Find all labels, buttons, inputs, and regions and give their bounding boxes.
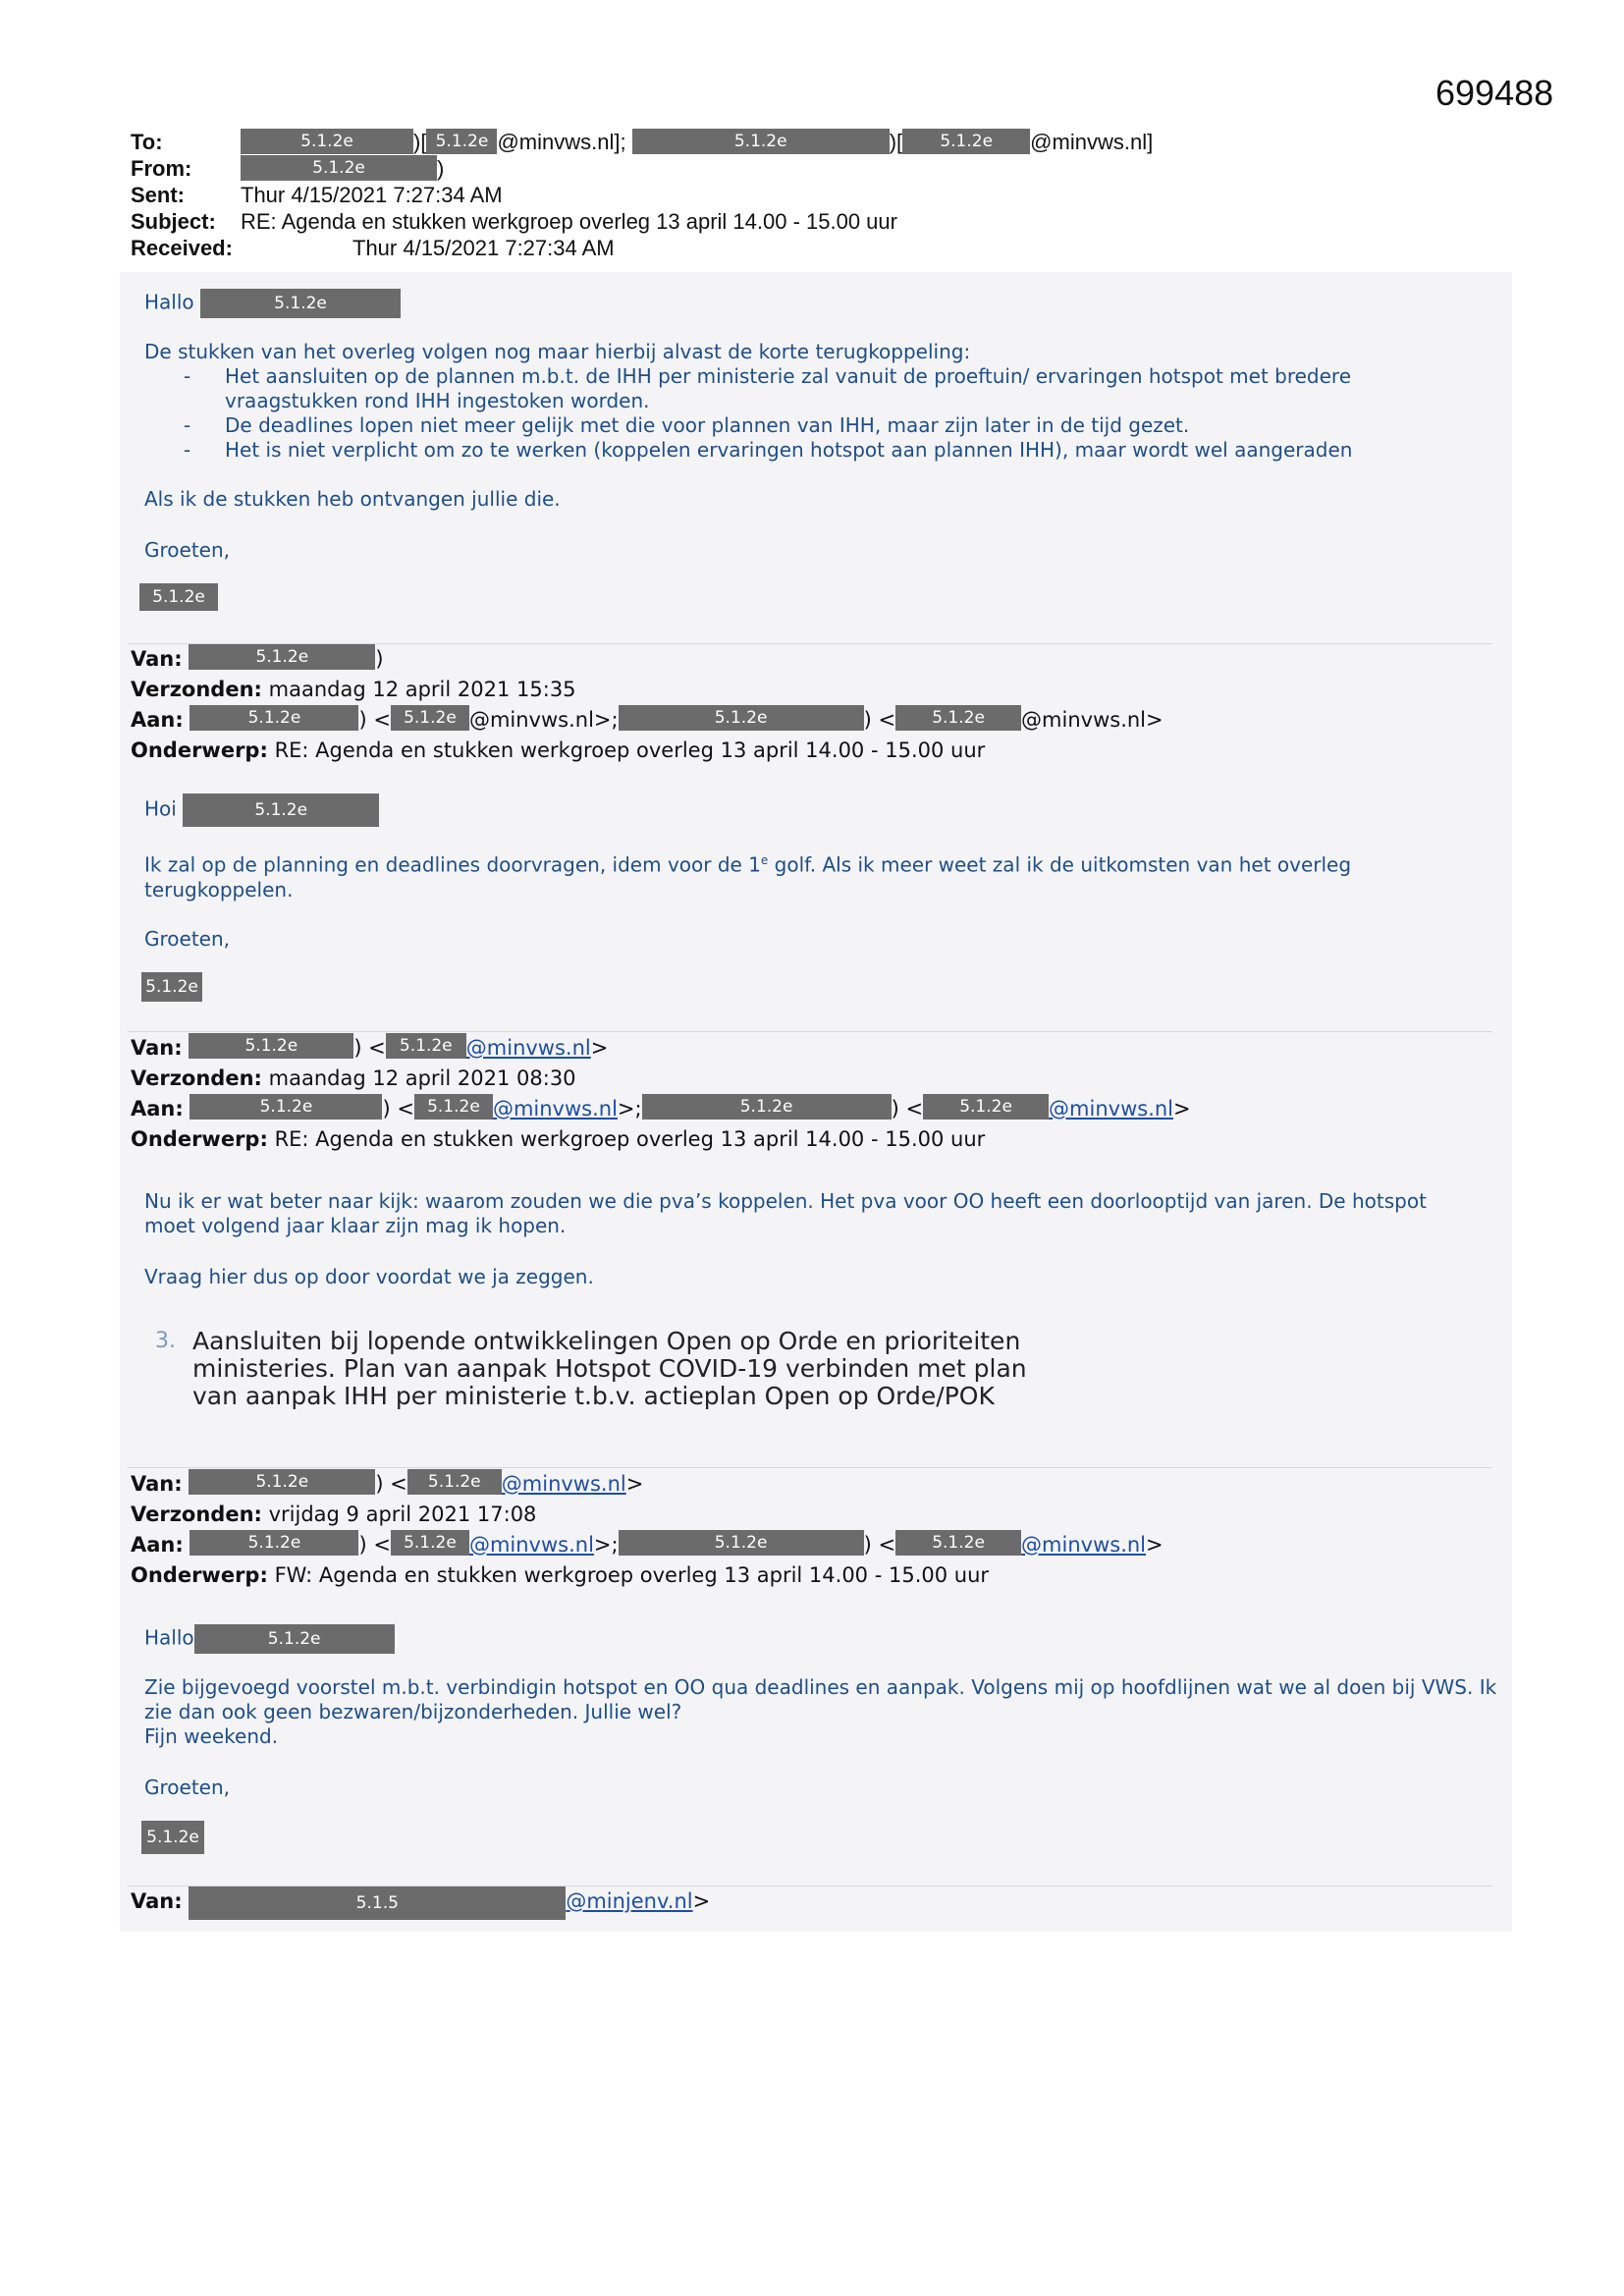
received-label: Received: xyxy=(131,236,233,260)
message-3: Nu ik er wat beter naar kijk: waarom zouden we die pva’s koppelen. Het pva voor OO heeft een doorlooptijd van jaren. De hotspot moet volgend jaar klaar zijn mag ik hopen. Vraag hier dus op door voordat we ja zeggen. xyxy=(144,1189,1460,1289)
email-link[interactable]: @minjenv.nl xyxy=(566,1889,693,1913)
message-4: Hallo 5.1.2e Zie bijgevoegd voorstel m.b.t. verbindigin hotspot en OO qua deadlines en aanpak. Volgens mij op hoofdlijnen wat we al doen bij VWS. Ik zie dan ook geen bezwaren/bijzonderheden. Jullie wel? Fijn weekend. Groeten, 5.1.2e xyxy=(144,1624,1499,1854)
redaction: 5.1.2e xyxy=(189,1033,353,1059)
bullet-item: - Het aansluiten op de plannen m.b.t. de IHH per ministerie zal vanuit de proeftuin/ ervaringen hotspot met bredere vraagstukken rond IHH ingestoken worden. xyxy=(184,364,1352,412)
email-link[interactable]: @minvws.nl xyxy=(501,1472,626,1496)
redaction: 5.1.2e xyxy=(183,793,379,827)
document-id: 699488 xyxy=(1435,73,1554,113)
bullet-item: - Het is niet verplicht om zo te werken (koppelen ervaringen hotspot aan plannen IHH), maar wordt wel aangeraden xyxy=(184,438,1353,462)
received-value: Thur 4/15/2021 7:27:34 AM xyxy=(352,236,615,260)
forward-header-3: Van: 5.1.2e ) < 5.1.2e @minvws.nl> Verzonden: maandag 12 april 2021 08:30 Aan: 5.1.2e ) < 5.1.2e @minvws.nl>; 5.1.2e ) < 5.1.2e @minvws.nl> Onderwerp: RE: Agenda en stukken werkgroep overleg 13 april 14.00 - 15.00 uur xyxy=(131,1033,1191,1155)
redaction: 5.1.2e xyxy=(426,129,497,154)
divider xyxy=(128,1031,1492,1032)
message-2: Hoi 5.1.2e Ik zal op de planning en deadlines doorvragen, idem voor de 1e golf. Als ik meer weet zal ik de uitkomsten van het overleg terugkoppelen. Groeten, 5.1.2e xyxy=(144,793,1460,1002)
sent-label: Sent: xyxy=(131,183,185,207)
redaction: 5.1.2e xyxy=(407,1469,502,1495)
redaction: 5.1.2e xyxy=(189,1094,382,1120)
message-1: Hallo 5.1.2e De stukken van het overleg volgen nog maar hierbij alvast de korte terugkoppeling: - Het aansluiten op de plannen m.b.t. de IHH per ministerie zal vanuit de proeftuin/ ervaringen hotspot met bredere vraagstukken rond IHH ingestoken worden. - De deadlines lopen niet meer gelijk met die voor plannen van IHH, maar zijn later in de tijd gezet. - Het is niet verplicht om zo te werken (koppelen ervaringen hotspot aan plannen IHH), maar wordt wel aangeraden Als ik de stukken heb ontvangen jullie die. Groeten, 5.1.2e xyxy=(144,289,1460,611)
redaction: 5.1.2e xyxy=(189,1469,375,1495)
redaction: 5.1.2e xyxy=(391,1530,469,1556)
redaction: 5.1.2e xyxy=(189,644,375,670)
email-link[interactable]: @minvws.nl xyxy=(465,1036,591,1060)
redaction: 5.1.2e xyxy=(414,1094,493,1120)
redaction: 5.1.2e xyxy=(923,1094,1049,1120)
signature-redaction: 5.1.2e xyxy=(139,583,218,611)
subject-label: Subject: xyxy=(131,209,216,234)
divider xyxy=(128,1467,1492,1468)
message-1-intro: De stukken van het overleg volgen nog maar hierbij alvast de korte terugkoppeling: xyxy=(144,340,971,363)
email-link[interactable]: @minvws.nl xyxy=(468,1533,594,1557)
redaction: 5.1.2e xyxy=(619,705,864,731)
redaction: 5.1.2e xyxy=(619,1530,864,1556)
redaction: 5.1.2e xyxy=(241,129,413,154)
redaction: 5.1.2e xyxy=(642,1094,892,1120)
redaction: 5.1.2e xyxy=(902,129,1030,154)
redaction: 5.1.2e xyxy=(194,1624,395,1654)
redaction: 5.1.2e xyxy=(189,1530,358,1556)
email-link[interactable]: @minvws.nl xyxy=(492,1097,618,1121)
sent-value: Thur 4/15/2021 7:27:34 AM xyxy=(241,183,503,207)
signature-redaction: 5.1.2e xyxy=(141,972,202,1002)
from-label: From: xyxy=(131,156,192,181)
forward-header-2: Van: 5.1.2e ) Verzonden: maandag 12 april 2021 15:35 Aan: 5.1.2e ) < 5.1.2e @minvws.nl>; 5.1.2e ) < 5.1.2e @minvws.nl> Onderwerp: RE: Agenda en stukken werkgroep overleg 13 april 14.00 - 15.00 uur xyxy=(131,644,1164,766)
email-link[interactable]: @minvws.nl xyxy=(1049,1097,1174,1121)
redaction: 5.1.2e xyxy=(391,705,469,731)
email-link[interactable]: @minvws.nl xyxy=(1021,1533,1147,1557)
quoted-agenda-item: 3. Aansluiten bij lopende ontwikkelingen Open op Orde en prioriteiten ministeries. Plan van aanpak Hotspot COVID-19 verbinden met plan van aanpak IHH per ministerie t.b.v. actieplan Open op Orde/POK xyxy=(155,1327,1027,1410)
subject-value: RE: Agenda en stukken werkgroep overleg 13 april 14.00 - 15.00 uur xyxy=(241,209,897,234)
redaction: 5.1.2e xyxy=(386,1033,466,1059)
redaction: 5.1.2e xyxy=(241,155,437,181)
redaction: 5.1.2e xyxy=(895,705,1021,731)
bullet-item: - De deadlines lopen niet meer gelijk met die voor plannen van IHH, maar zijn later in de tijd gezet. xyxy=(184,413,1190,437)
forward-header-5: Van: 5.1.5 @minjenv.nl> xyxy=(131,1886,710,1920)
redaction: 5.1.2e xyxy=(189,705,358,731)
message-3-body: Nu ik er wat beter naar kijk: waarom zouden we die pva’s koppelen. Het pva voor OO heeft een doorlooptijd van jaren. De hotspot moet volgend jaar klaar zijn mag ik hopen. xyxy=(144,1189,1427,1237)
forward-header-4: Van: 5.1.2e ) < 5.1.2e @minvws.nl> Verzonden: vrijdag 9 april 2021 17:08 Aan: 5.1.2e ) < 5.1.2e @minvws.nl>; 5.1.2e ) < 5.1.2e @minvws.nl> Onderwerp: FW: Agenda en stukken werkgroep overleg 13 april 14.00 - 15.00 uur xyxy=(131,1469,1164,1591)
redaction: 5.1.5 xyxy=(189,1886,566,1920)
redaction: 5.1.2e xyxy=(200,289,401,318)
to-label: To: xyxy=(131,130,163,154)
redaction: 5.1.2e xyxy=(895,1530,1021,1556)
signature-redaction: 5.1.2e xyxy=(141,1821,204,1854)
redaction: 5.1.2e xyxy=(632,129,890,154)
